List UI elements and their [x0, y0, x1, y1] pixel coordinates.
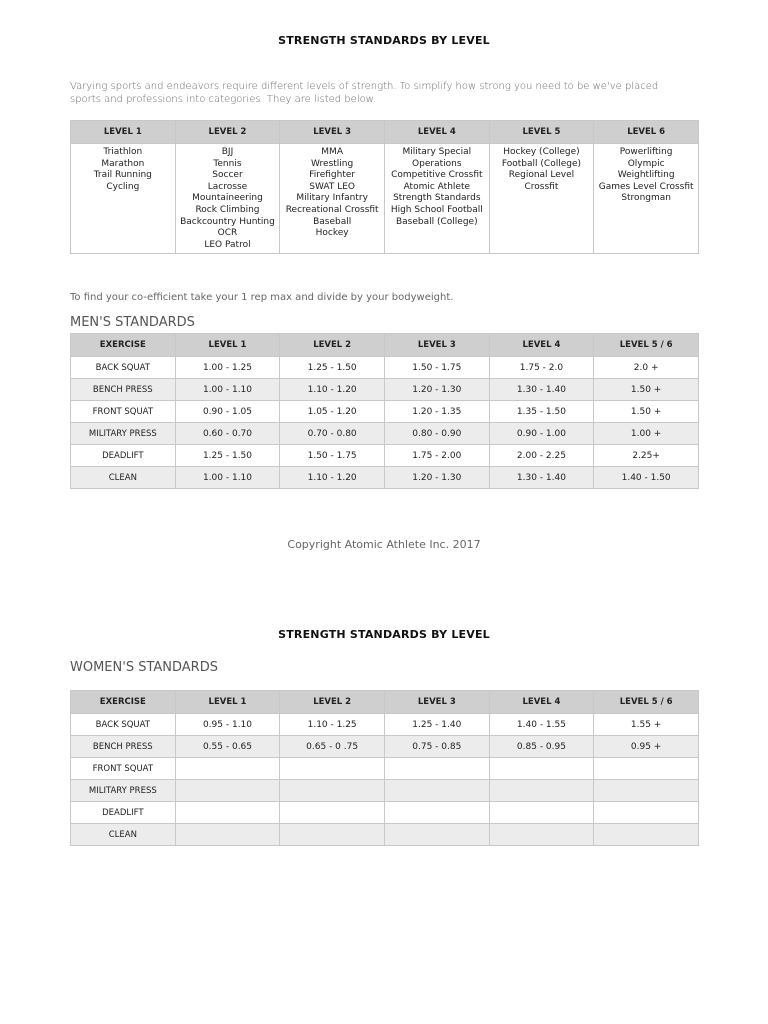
table-row [71, 714, 699, 736]
mens-standards-heading: MEN'S STANDARDS [70, 315, 195, 330]
activity-item: Recreational Crossfit [285, 204, 379, 215]
level-header-6: LEVEL 6 [594, 121, 699, 144]
column-header: LEVEL 4 [489, 691, 594, 714]
page-title-2: STRENGTH STANDARDS BY LEVEL [278, 628, 490, 641]
activity-item: Soccer [212, 170, 243, 181]
activity-item: SWAT LEO [309, 181, 355, 192]
coefficient-cell [489, 802, 594, 824]
coefficient-cell: 0.55 - 0.65 [175, 736, 280, 758]
exercise-name: BACK SQUAT [71, 357, 176, 379]
coefficient-cell: 1.55 + [594, 714, 699, 736]
coefficient-cell [175, 824, 280, 846]
coefficient-cell: 1.00 - 1.25 [175, 357, 280, 379]
table-row [71, 802, 699, 824]
activity-item: Lacrosse [207, 181, 248, 192]
coefficient-cell [175, 758, 280, 780]
coefficient-cell [280, 802, 385, 824]
activity-item: Military Special [402, 147, 472, 157]
column-header: LEVEL 1 [175, 691, 280, 714]
coefficient-cell: 0.60 - 0.70 [175, 423, 280, 445]
exercise-name: BACK SQUAT [71, 714, 176, 736]
coefficient-cell: 1.25 - 1.50 [280, 357, 385, 379]
exercise-name: BENCH PRESS [71, 736, 176, 758]
table-row [71, 824, 699, 846]
activity-item: OCR [217, 228, 238, 239]
activity-item: Baseball (College) [395, 216, 478, 227]
activity-item: Football (College) [501, 158, 581, 169]
exercise-name: DEADLIFT [71, 802, 176, 824]
activity-item: Olympic [627, 158, 665, 169]
table-row [71, 780, 699, 802]
coefficient-cell: 1.25 - 1.40 [384, 714, 489, 736]
level-header-1: LEVEL 1 [71, 121, 176, 144]
activity-item: Baseball [313, 216, 352, 227]
table-row [71, 401, 699, 423]
activity-item: Crossfit [524, 181, 559, 192]
coefficient-cell: 1.30 - 1.40 [489, 467, 594, 489]
table-row [71, 467, 699, 489]
coefficient-cell: 1.35 - 1.50 [489, 401, 594, 423]
coefficient-cell: 1.50 + [594, 401, 699, 423]
coefficient-cell: 2.00 - 2.25 [489, 445, 594, 467]
womens-standards-heading: WOMEN'S STANDARDS [70, 660, 218, 675]
coefficient-cell [489, 824, 594, 846]
mens-standards-table [70, 333, 699, 489]
column-header: LEVEL 5 / 6 [594, 334, 699, 357]
coefficient-cell: 1.50 + [594, 379, 699, 401]
coefficient-cell: 0.80 - 0.90 [384, 423, 489, 445]
activity-item: Powerlifting [619, 147, 673, 157]
activity-item: Marathon [101, 158, 145, 169]
coefficient-cell: 2.0 + [594, 357, 699, 379]
coefficient-cell: 1.05 - 1.20 [280, 401, 385, 423]
coefficient-cell: 0.65 - 0 .75 [280, 736, 385, 758]
coefficient-cell [594, 758, 699, 780]
table-row [71, 357, 699, 379]
coefficient-cell: 1.10 - 1.25 [280, 714, 385, 736]
coefficient-cell [280, 780, 385, 802]
activity-item: Hockey [315, 228, 349, 239]
exercise-name: MILITARY PRESS [71, 423, 176, 445]
level-4-activities [384, 144, 489, 254]
exercise-name: CLEAN [71, 467, 176, 489]
level-header-5: LEVEL 5 [489, 121, 594, 144]
level-header-2: LEVEL 2 [175, 121, 280, 144]
activity-item: Backcountry Hunting [180, 216, 275, 227]
column-header: LEVEL 1 [175, 334, 280, 357]
coefficient-cell: 2.25+ [594, 445, 699, 467]
copyright: Copyright Atomic Athlete Inc. 2017 [287, 538, 481, 551]
exercise-name: FRONT SQUAT [71, 401, 176, 423]
coefficient-cell [489, 758, 594, 780]
coefficient-cell [594, 802, 699, 824]
activity-item: Competitive Crossfit [391, 170, 483, 181]
table-row [71, 445, 699, 467]
activity-item: Strongman [621, 193, 671, 204]
coefficient-cell [280, 758, 385, 780]
coefficient-cell: 1.00 - 1.10 [175, 379, 280, 401]
activity-item: BJJ [221, 147, 234, 157]
exercise-name: CLEAN [71, 824, 176, 846]
level-6-activities [594, 144, 699, 254]
exercise-name: FRONT SQUAT [71, 758, 176, 780]
column-header: LEVEL 2 [280, 334, 385, 357]
coefficient-cell [594, 780, 699, 802]
coefficient-cell: 1.50 - 1.75 [384, 357, 489, 379]
activity-item: Tennis [213, 158, 242, 169]
coefficient-cell: 1.40 - 1.55 [489, 714, 594, 736]
table-row [71, 758, 699, 780]
exercise-name: MILITARY PRESS [71, 780, 176, 802]
column-header: LEVEL 2 [280, 691, 385, 714]
exercise-name: BENCH PRESS [71, 379, 176, 401]
activity-item: Rock Climbing [195, 204, 260, 215]
table-row [71, 423, 699, 445]
coefficient-cell: 1.25 - 1.50 [175, 445, 280, 467]
column-header: LEVEL 5 / 6 [594, 691, 699, 714]
activity-item: Wrestling [311, 158, 354, 169]
coefficient-cell: 1.75 - 2.0 [489, 357, 594, 379]
table-row [71, 736, 699, 758]
column-header: LEVEL 3 [384, 334, 489, 357]
coefficient-cell [175, 780, 280, 802]
activity-item: Military Infantry [296, 193, 368, 204]
coefficient-cell [384, 758, 489, 780]
womens-standards-table [70, 690, 699, 846]
activity-item: Operations [412, 158, 462, 169]
coefficient-cell [280, 824, 385, 846]
coefficient-cell: 0.95 - 1.10 [175, 714, 280, 736]
coefficient-cell: 1.20 - 1.35 [384, 401, 489, 423]
column-header: LEVEL 4 [489, 334, 594, 357]
coefficient-note: To find your co-efficient take your 1 rep max and divide by your bodyweight. [70, 292, 454, 303]
activity-item: Hockey (College) [503, 147, 580, 157]
coefficient-cell: 1.50 - 1.75 [280, 445, 385, 467]
activity-item: Atomic Athlete [403, 181, 471, 192]
exercise-name: DEADLIFT [71, 445, 176, 467]
activity-item: Cycling [106, 181, 140, 192]
activity-item: High School Football [390, 204, 483, 215]
activity-item: Weightlifting [617, 170, 675, 181]
activity-item: LEO Patrol [204, 239, 251, 250]
coefficient-cell [175, 802, 280, 824]
intro-paragraph: Varying sports and endeavors require different levels of strength. To simplify how strong you need to be we've placed sports and professions into categories. They are listed below. [70, 81, 659, 105]
page-title: STRENGTH STANDARDS BY LEVEL [278, 34, 490, 47]
coefficient-cell: 0.90 - 1.00 [489, 423, 594, 445]
activity-item: Regional Level [508, 170, 575, 181]
activity-item: Games Level Crossfit [598, 181, 694, 192]
activity-item: Firefighter [309, 170, 356, 181]
coefficient-cell: 0.95 + [594, 736, 699, 758]
coefficient-cell: 1.10 - 1.20 [280, 467, 385, 489]
level-header-3: LEVEL 3 [280, 121, 385, 144]
coefficient-cell [594, 824, 699, 846]
level-header-4: LEVEL 4 [384, 121, 489, 144]
coefficient-cell: 0.90 - 1.05 [175, 401, 280, 423]
coefficient-cell: 1.10 - 1.20 [280, 379, 385, 401]
activity-item: Trail Running [93, 170, 152, 181]
coefficient-cell: 1.00 - 1.10 [175, 467, 280, 489]
coefficient-cell: 0.85 - 0.95 [489, 736, 594, 758]
column-header: LEVEL 3 [384, 691, 489, 714]
activity-item: MMA [321, 147, 343, 157]
column-header: EXERCISE [71, 334, 176, 357]
coefficient-cell: 1.20 - 1.30 [384, 467, 489, 489]
activity-item: Triathlon [103, 147, 143, 157]
table-row [71, 379, 699, 401]
column-header: EXERCISE [71, 691, 176, 714]
level-5-activities [489, 144, 594, 254]
coefficient-cell [384, 824, 489, 846]
level-2-activities [175, 144, 280, 254]
level-3-activities [280, 144, 385, 254]
coefficient-cell [384, 802, 489, 824]
coefficient-cell: 0.70 - 0.80 [280, 423, 385, 445]
coefficient-cell: 1.30 - 1.40 [489, 379, 594, 401]
levels-table [70, 120, 699, 254]
coefficient-cell: 1.40 - 1.50 [594, 467, 699, 489]
coefficient-cell: 1.20 - 1.30 [384, 379, 489, 401]
coefficient-cell: 0.75 - 0.85 [384, 736, 489, 758]
level-1-activities [71, 144, 176, 254]
coefficient-cell: 1.00 + [594, 423, 699, 445]
coefficient-cell [489, 780, 594, 802]
activity-item: Strength Standards [393, 193, 481, 204]
coefficient-cell: 1.75 - 2.00 [384, 445, 489, 467]
coefficient-cell [384, 780, 489, 802]
activity-item: Mountaineering [192, 193, 263, 204]
